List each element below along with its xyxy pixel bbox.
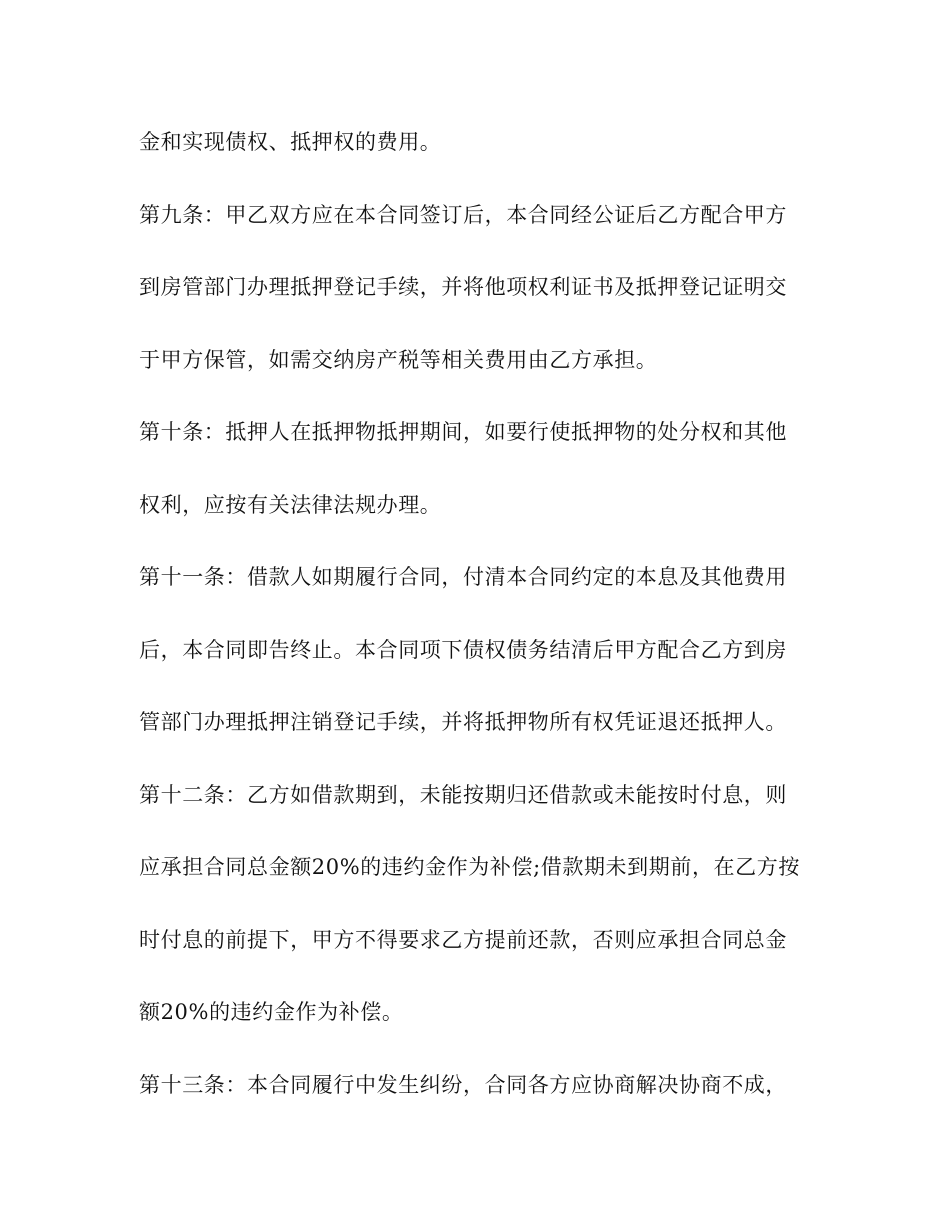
text-line: 第九条：甲乙双方应在本合同签订后，本合同经公证后乙方配合甲方 [139,202,787,227]
text-line: 时付息的前提下，甲方不得要求乙方提前还款，否则应承担合同总金 [139,927,787,952]
text-line: 第十三条：本合同履行中发生纠纷，合同各方应协商解决协商不成， [139,1072,787,1097]
text-line: 金和实现债权、抵押权的费用。 [139,130,442,154]
text-line: 管部门办理抵押注销登记手续，并将抵押物所有权凭证退还抵押人。 [139,710,787,734]
text-line: 到房管部门办理抵押登记手续，并将他项权利证书及抵押登记证明交 [139,275,787,299]
text-line: 后，本合同即告终止。本合同项下债权债务结清后甲方配合乙方到房 [139,637,787,662]
contract-text-body [139,124,829,1139]
text-line: 第十条：抵押人在抵押物抵押期间，如要行使抵押物的处分权和其他 [139,420,787,444]
text-line: 额20%的违约金作为补偿。 [139,1000,404,1024]
text-line: 应承担合同总金额20%的违约金作为补偿;借款期未到期前，在乙方按 [139,855,800,879]
text-line: 第十二条：乙方如借款期到，未能按期归还借款或未能按时付息，则 [139,782,787,807]
text-line: 权利，应按有关法律法规办理。 [139,492,442,517]
text-line: 于甲方保管，如需交纳房产税等相关费用由乙方承担。 [139,347,658,372]
text-line: 第十一条：借款人如期履行合同，付清本合同约定的本息及其他费用 [139,565,787,589]
